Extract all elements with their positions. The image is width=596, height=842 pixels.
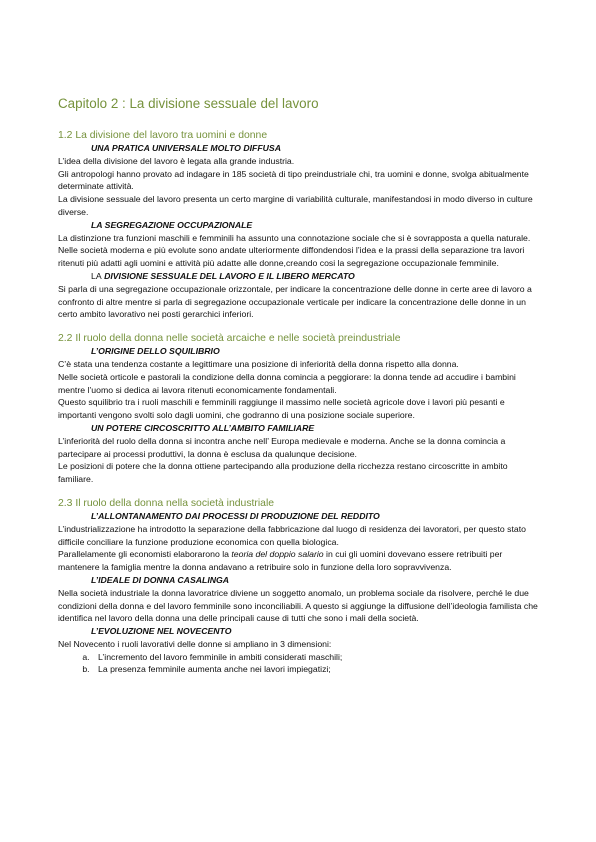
paragraph: L’inferiorità del ruolo della donna si incontra anche nell’ Europa medievale e moderna. Anche se la donna comincia a partecipare ai processi produttivi, la donna è esclusa da qualunque decisione. xyxy=(58,435,506,459)
text-run: Parallelamente gli economisti elaborarono la xyxy=(58,549,232,560)
paragraph: Le posizioni di potere che la donna ottiene partecipando alla produzione della ricchezza restano circoscritte in ambito familiare. xyxy=(58,461,508,485)
text-run: in cui gli uomini dovevano essere retribuiti per mantenere la famiglia mentre la donna andavano a retribuire solo in funzione della loro sopravvivenza. xyxy=(58,549,503,573)
subheading-origine: L’ORIGINE DELLO SQUILIBRIO xyxy=(91,346,220,357)
paragraph xyxy=(58,548,542,574)
paragraph: Nelle società moderna e più evolute sono andate ulteriormente diffondendosi l’idea e la prassi della separazione tra lavori ritenuti più adatti agli uomini e attività più adatte alle donne,creando cosi la segregazione occupazionale femminile. xyxy=(58,245,525,269)
paragraph: C’è stata una tendenza costante a legittimare una posizione di inferiorità della donna rispetto alla donna. xyxy=(58,358,459,369)
subheading-potere: UN POTERE CIRCOSCRITTO ALL’AMBITO FAMILIARE xyxy=(91,422,315,433)
dimension-list xyxy=(58,651,542,677)
subheading-divisione-mercato xyxy=(58,270,542,283)
list-item: b. La presenza femminile aumenta anche nei lavori impiegatizi; xyxy=(92,663,542,676)
paragraph: La distinzione tra funzioni maschili e femminili ha assunto una connotazione sociale che si è sovrapposta a quella naturale. xyxy=(58,232,531,243)
subheading-prefix: LA xyxy=(91,270,102,281)
subheading-allontanamento: L’ALLONTANAMENTO DAI PROCESSI DI PRODUZIONE DEL REDDITO xyxy=(91,510,380,521)
paragraph: La divisione sessuale del lavoro presenta un certo margine di variabilità culturale, manifestandosi in modo diverso in culture diverse. xyxy=(58,194,533,217)
subheading-pratica-universale: UNA PRATICA UNIVERSALE MOLTO DIFFUSA xyxy=(91,143,281,153)
paragraph: Gli antropologi hanno provato ad indagare in 185 società di tipo preindustriale chi, tra uomini e donne, svolga abitualmente determinate attività. xyxy=(58,168,529,192)
paragraph: Nel Novecento i ruoli lavorativi delle donne si ampliano in 3 dimensioni: xyxy=(58,638,332,649)
paragraph: L’idea della divisione del lavoro è legata alla grande industria. xyxy=(58,155,295,166)
subheading-casalinga: L’IDEALE DI DONNA CASALINGA xyxy=(91,574,230,585)
section-2-3-title: 2.3 Il ruolo della donna nella società industriale xyxy=(58,497,275,509)
paragraph: Nella società industriale la donna lavoratrice diviene un soggetto anomalo, un problema sociale da risolvere, perché le due condizioni della donna e del lavoro femminile sono inconciliabili. A questo si aggiunge la diffusione dell’ideologia familista che identifica nel lavoro della donna una delle principali cause di tutti che sono i mali della società. xyxy=(58,587,538,624)
subheading-segregazione: LA SEGREGAZIONE OCCUPAZIONALE xyxy=(91,219,253,230)
section-2-2-title: 2.2 Il ruolo della donna nelle società arcaiche e nelle società preindustriale xyxy=(58,333,401,345)
subheading-text: DIVISIONE SESSUALE DEL LAVORO E IL LIBERO MERCATO xyxy=(104,270,355,281)
paragraph: L’industrializzazione ha introdotto la separazione della fabbricazione dal luogo di residenza dei lavoratori, per questo stato difficile conciliare la funzione produzione economica con quella biologica. xyxy=(58,523,526,547)
paragraph: Nelle società orticole e pastorali la condizione della donna comincia a peggiorare: la donna tende ad accudire i bambini mentre l’uomo si dedica ai lavora ritenuti economicamente fondamentali. xyxy=(58,371,516,395)
list-item: a. L’incremento del lavoro femminile in ambiti considerati maschili; xyxy=(92,651,542,664)
section-1-2-title: 1.2 La divisione del lavoro tra uomini e donne xyxy=(58,130,268,141)
paragraph: Si parla di una segregazione occupazionale orizzontale, per indicare la concentrazione delle donne in certe aree di lavoro a confronto di altre mentre si parla di segregazione occupazionale verticale per indicare la concentrazione delle donne in un certo ambito lavorativo nei posti gerarchici inferiori. xyxy=(58,283,532,320)
text-run-italic: teoria del doppio salario xyxy=(231,549,324,560)
subheading-novecento: L’EVOLUZIONE NEL NOVECENTO xyxy=(91,626,232,637)
chapter-title: Capitolo 2 : La divisione sessuale del lavoro xyxy=(58,96,319,111)
document-body xyxy=(58,96,542,676)
paragraph: Questo squilibrio tra i ruoli maschili e femminili raggiunge il massimo nelle società agricole dove i lavori più pesanti e importanti vengono svolti solo dagli uomini, che godranno di una posizione sociale superiore. xyxy=(58,397,505,421)
